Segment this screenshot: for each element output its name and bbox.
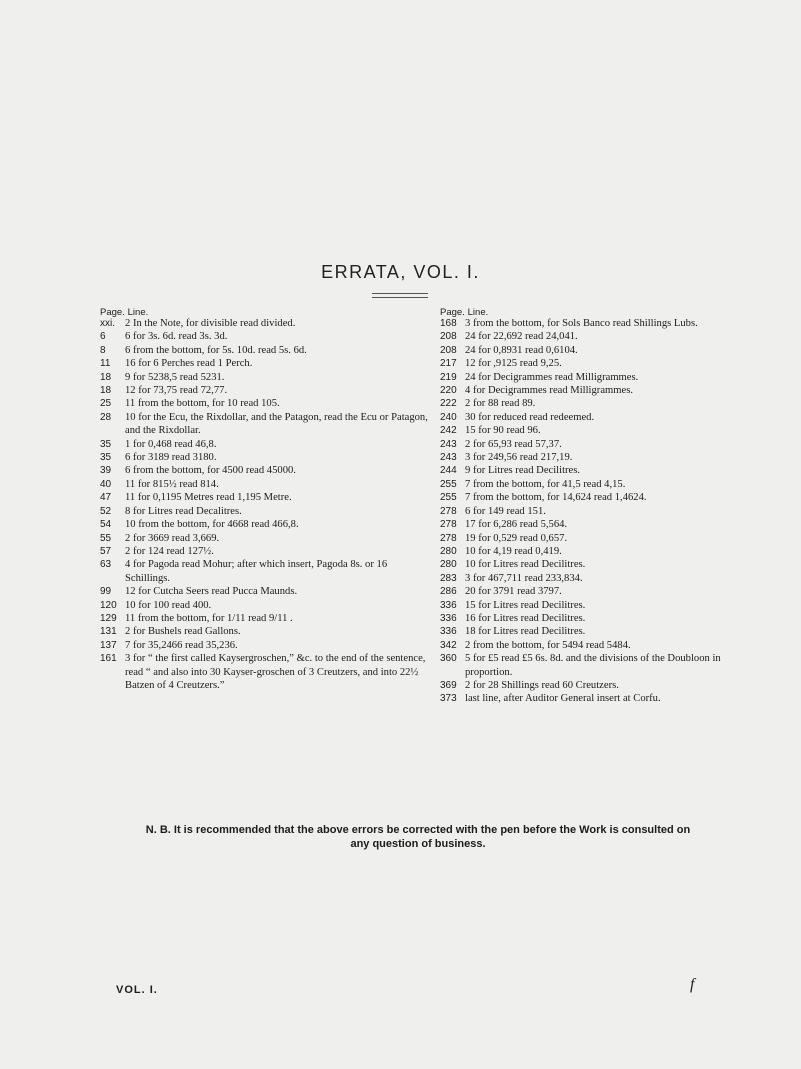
correction-text: 10 for Litres read Decilitres.: [465, 559, 586, 571]
correction-text: 10 for 100 read 400.: [125, 599, 212, 611]
errata-entry: [100, 532, 430, 545]
errata-entry: [100, 330, 430, 343]
page-number: 342: [440, 639, 457, 651]
errata-entry: [100, 505, 430, 518]
correction-text: 3 for 467,711 read 233,834.: [465, 572, 583, 584]
page-number: 336: [440, 599, 457, 611]
errata-entry: [440, 491, 770, 504]
page-number: 280: [440, 559, 457, 571]
page-number: 373: [440, 693, 457, 705]
correction-text: 11 from the bottom, for 1/11 read 9/11 .: [125, 612, 293, 624]
correction-text: 7 from the bottom, for 14,624 read 1,4624.: [465, 492, 647, 504]
errata-entry: [440, 572, 770, 585]
errata-entry: [440, 558, 770, 571]
correction-text: 4 for Pagoda read Mohur; after which insert, Pagoda 8s. or 16 Schillings.: [125, 559, 388, 584]
errata-entry: [440, 464, 770, 477]
column-header: [100, 306, 430, 317]
correction-text: 10 for the Ecu, the Rixdollar, and the Patagon, read the Ecu or Patagon, and the Rixdollar.: [125, 411, 428, 437]
page-number: 129: [100, 612, 117, 624]
errata-entry: [100, 357, 430, 370]
page-number: 137: [100, 639, 117, 651]
errata-entry: [100, 371, 430, 384]
errata-entry: [100, 317, 430, 330]
errata-entry: [100, 344, 430, 357]
line-header: Line.: [467, 307, 489, 318]
page-number: 161: [100, 653, 117, 665]
errata-entry: [440, 679, 770, 692]
correction-text: 7 from the bottom, for 41,5 read 4,15.: [465, 478, 626, 490]
page-number: 369: [440, 679, 457, 691]
page-number: 131: [100, 626, 117, 638]
page-number: 244: [440, 465, 457, 477]
errata-column-left: [100, 306, 430, 692]
correction-text: 9 for 5238,5 read 5231.: [125, 371, 225, 383]
page-number: 35: [100, 438, 112, 450]
correction-text: 30 for reduced read redeemed.: [465, 411, 595, 423]
correction-text: 10 from the bottom, for 4668 read 466,8.: [125, 519, 299, 531]
errata-entry: [100, 585, 430, 598]
errata-entry: [100, 652, 430, 692]
correction-text: 12 for Cutcha Seers read Pucca Maunds.: [125, 586, 298, 598]
correction-text: 9 for Litres read Decilitres.: [465, 465, 581, 477]
correction-text: 1 for 0,468 read 46,8.: [125, 438, 217, 450]
errata-entry: [440, 585, 770, 598]
correction-text: 2 In the Note, for divisible read divided.: [125, 318, 296, 329]
page-number: 283: [440, 572, 457, 584]
errata-entry: [100, 464, 430, 477]
page-number: 55: [100, 532, 112, 544]
page-number: 57: [100, 545, 112, 557]
errata-entry: [440, 330, 770, 343]
correction-text: 6 for 149 read 151.: [465, 505, 546, 517]
errata-entry: [100, 451, 430, 464]
page-number: 18: [100, 385, 112, 397]
page-number: 63: [100, 559, 112, 571]
correction-text: 2 for 124 read 127½.: [125, 545, 214, 557]
errata-entry: [100, 491, 430, 504]
correction-text: 24 for Decigrammes read Milligrammes.: [465, 371, 639, 383]
correction-text: 6 for 3189 read 3180.: [125, 452, 217, 464]
page-number: 336: [440, 626, 457, 638]
page-number: 168: [440, 318, 457, 329]
page-number: 255: [440, 492, 457, 504]
page-number: 278: [440, 519, 457, 531]
correction-text: 18 for Litres read Decilitres.: [465, 626, 586, 638]
page-number: 52: [100, 505, 112, 517]
errata-entry: [440, 518, 770, 531]
errata-entry: [440, 397, 770, 410]
page-number: 242: [440, 425, 457, 437]
errata-entry: [100, 612, 430, 625]
page-number: 280: [440, 545, 457, 557]
page-number: 217: [440, 358, 457, 370]
page-number: 6: [100, 331, 106, 343]
errata-entry: [440, 411, 770, 424]
page-number: 99: [100, 586, 112, 598]
page-number: 54: [100, 519, 112, 531]
errata-entry: [100, 438, 430, 451]
correction-text: 2 for 28 Shillings read 60 Creutzers.: [465, 679, 619, 691]
correction-text: 6 for 3s. 6d. read 3s. 3d.: [125, 331, 228, 343]
errata-entry: [440, 438, 770, 451]
page-title: ERRATA, VOL. I.: [321, 262, 480, 282]
errata-entry: [100, 558, 430, 585]
correction-text: 24 for 0,8931 read 0,6104.: [465, 344, 578, 356]
page-header: Page.: [100, 307, 125, 318]
correction-text: 24 for 22,692 read 24,041.: [465, 331, 578, 343]
errata-entry: [440, 612, 770, 625]
page-number: 278: [440, 505, 457, 517]
signature-mark: f: [690, 976, 695, 993]
errata-entry: [440, 357, 770, 370]
correction-text: 5 for £5 read £5 6s. 8d. and the divisions of the Doubloon in proportion.: [465, 653, 721, 678]
correction-text: 2 from the bottom, for 5494 read 5484.: [465, 639, 631, 651]
correction-text: 2 for 65,93 read 57,37.: [465, 438, 562, 450]
errata-entry: [440, 505, 770, 518]
errata-entry: [440, 599, 770, 612]
errata-entry: [440, 371, 770, 384]
page-number: 243: [440, 452, 457, 464]
volume-label: VOL. I.: [116, 984, 158, 996]
correction-text: 10 for 4,19 read 0,419.: [465, 545, 562, 557]
errata-entry: [100, 384, 430, 397]
column-header: [440, 306, 770, 317]
errata-entry: [440, 639, 770, 652]
page-number: 40: [100, 478, 112, 490]
page-number: 8: [100, 344, 106, 356]
nota-bene: N. B. It is recommended that the above errors be corrected with the pen before the Work is consulted on any question of business.: [145, 824, 691, 850]
page-number: 25: [100, 398, 112, 410]
correction-text: 7 for 35,2466 read 35,236.: [125, 639, 238, 651]
correction-text: 11 for 0,1195 Metres read 1,195 Metre.: [125, 492, 292, 504]
errata-entry: [100, 599, 430, 612]
correction-text: 4 for Decigrammes read Milligrammes.: [465, 385, 633, 397]
page-number: 18: [100, 371, 112, 383]
errata-entry: [100, 639, 430, 652]
page-number: 11: [100, 358, 111, 370]
page-number: 360: [440, 653, 457, 665]
correction-text: 11 for 815½ read 814.: [125, 478, 219, 490]
page-number: 39: [100, 465, 112, 477]
errata-entry: [100, 411, 430, 438]
correction-text: 16 for Litres read Decilitres.: [465, 612, 586, 624]
errata-entry: [100, 518, 430, 531]
correction-text: 12 for ,9125 read 9,25.: [465, 358, 562, 370]
correction-text: 15 for 90 read 96.: [465, 425, 541, 437]
errata-entry: [440, 545, 770, 558]
correction-text: 17 for 6,286 read 5,564.: [465, 519, 568, 531]
page-number: 278: [440, 532, 457, 544]
page-number: 47: [100, 492, 112, 504]
page-number: 255: [440, 478, 457, 490]
title-rule: [372, 293, 428, 298]
correction-text: 20 for 3791 read 3797.: [465, 586, 562, 598]
page-number: 222: [440, 398, 457, 410]
page-number: 208: [440, 331, 457, 343]
errata-entry: [440, 625, 770, 638]
correction-text: 3 from the bottom, for Sols Banco read Shillings Lubs.: [465, 318, 698, 329]
correction-text: 8 for Litres read Decalitres.: [125, 505, 242, 517]
errata-entry: [100, 478, 430, 491]
correction-text: 2 for Bushels read Gallons.: [125, 626, 241, 638]
page-number: 243: [440, 438, 457, 450]
correction-text: 19 for 0,529 read 0,657.: [465, 532, 568, 544]
errata-entry: [440, 384, 770, 397]
errata-entry: [440, 451, 770, 464]
errata-entry: [440, 478, 770, 491]
correction-text: 3 for 249,56 read 217,19.: [465, 452, 573, 464]
errata-entry: [100, 625, 430, 638]
page-number: xxi.: [100, 318, 115, 329]
correction-text: 16 for 6 Perches read 1 Perch.: [125, 358, 253, 370]
correction-text: 6 from the bottom, for 4500 read 45000.: [125, 465, 296, 477]
page-header: Page.: [440, 307, 465, 318]
errata-entry: [440, 692, 770, 705]
errata-entry: [440, 652, 770, 679]
errata-entry: [440, 317, 770, 330]
correction-text: last line, after Auditor General insert at Corfu.: [465, 693, 661, 705]
correction-text: 3 for “ the first called Kaysergroschen,” &c. to the end of the sentence, read “ and also into 30 Kayser-groschen of 3 Creutzers, and into 22½ Batzen of 4 Creutzers.”: [125, 653, 426, 691]
correction-text: 11 from the bottom, for 10 read 105.: [125, 398, 280, 410]
correction-text: 2 for 3669 read 3,669.: [125, 532, 220, 544]
correction-text: 12 for 73,75 read 72,77.: [125, 385, 228, 397]
errata-entry: [100, 545, 430, 558]
correction-text: 6 from the bottom, for 5s. 10d. read 5s. 6d.: [125, 344, 307, 356]
errata-entry: [100, 397, 430, 410]
errata-column-right: [440, 306, 770, 706]
page-number: 240: [440, 411, 457, 423]
errata-entry: [440, 532, 770, 545]
errata-entry: [440, 344, 770, 357]
correction-text: 2 for 88 read 89.: [465, 398, 536, 410]
page-number: 220: [440, 385, 457, 397]
page-number: 35: [100, 452, 112, 464]
line-header: Line.: [127, 307, 149, 318]
page-number: 120: [100, 599, 117, 611]
page-number: 219: [440, 371, 457, 383]
page-number: 28: [100, 411, 112, 423]
page-number: 336: [440, 612, 457, 624]
correction-text: 15 for Litres read Decilitres.: [465, 599, 586, 611]
errata-entry: [440, 424, 770, 437]
page-number: 286: [440, 586, 457, 598]
page-number: 208: [440, 344, 457, 356]
